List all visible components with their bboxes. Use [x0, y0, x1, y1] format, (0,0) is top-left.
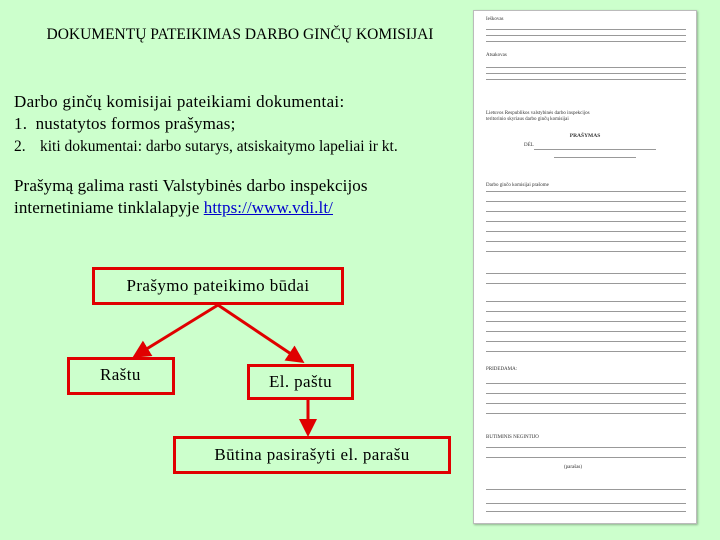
- by-email-box: El. paštu: [247, 364, 354, 400]
- list-item-text: kiti dokumentai: darbo sutarys, atsiskaitymo lapeliai ir kt.: [40, 138, 398, 155]
- form-text: (parašas): [564, 465, 583, 470]
- form-text: BUTIMINIS NEGINTIJO: [486, 435, 539, 440]
- list-item-number: 1.: [14, 114, 28, 133]
- list-item-text: nustatytos formos prašymas;: [35, 114, 236, 133]
- slide-title: DOKUMENTŲ PATEIKIMAS DARBO GINČŲ KOMISIJAI: [46, 26, 434, 43]
- arrow-to-rastu: [140, 305, 218, 353]
- submission-methods-box: Prašymo pateikimo būdai: [92, 267, 344, 305]
- documents-heading: Darbo ginčų komisijai pateikiami dokumentai:: [14, 92, 345, 111]
- info-text: Prašymą galima rasti Valstybinės darbo inspekcijos internetiniame tinklalapyje: [14, 176, 368, 217]
- vdi-link[interactable]: https://www.vdi.lt/: [203, 198, 333, 217]
- form-text: Atsakovas: [486, 53, 507, 58]
- form-text: Ieškovas: [486, 17, 504, 22]
- form-text: DĖL: [524, 143, 534, 148]
- in-writing-box: Raštu: [67, 357, 175, 395]
- form-text: teritorinio skyriaus darbo ginčų komisijai: [486, 117, 569, 122]
- e-signature-required-box: Būtina pasirašyti el. parašu: [173, 436, 451, 474]
- form-text: Darbo ginčo komisijai prašome: [486, 183, 549, 188]
- list-item-number: 2.: [14, 138, 26, 155]
- form-text: Lietuvos Respublikos valstybinės darbo inspekcijos: [486, 111, 590, 116]
- form-text: PRIDEDAMA:: [486, 367, 518, 372]
- application-form-image: [473, 10, 697, 524]
- form-title: PRAŠYMAS: [569, 133, 601, 139]
- arrow-to-el-pastu: [218, 305, 297, 358]
